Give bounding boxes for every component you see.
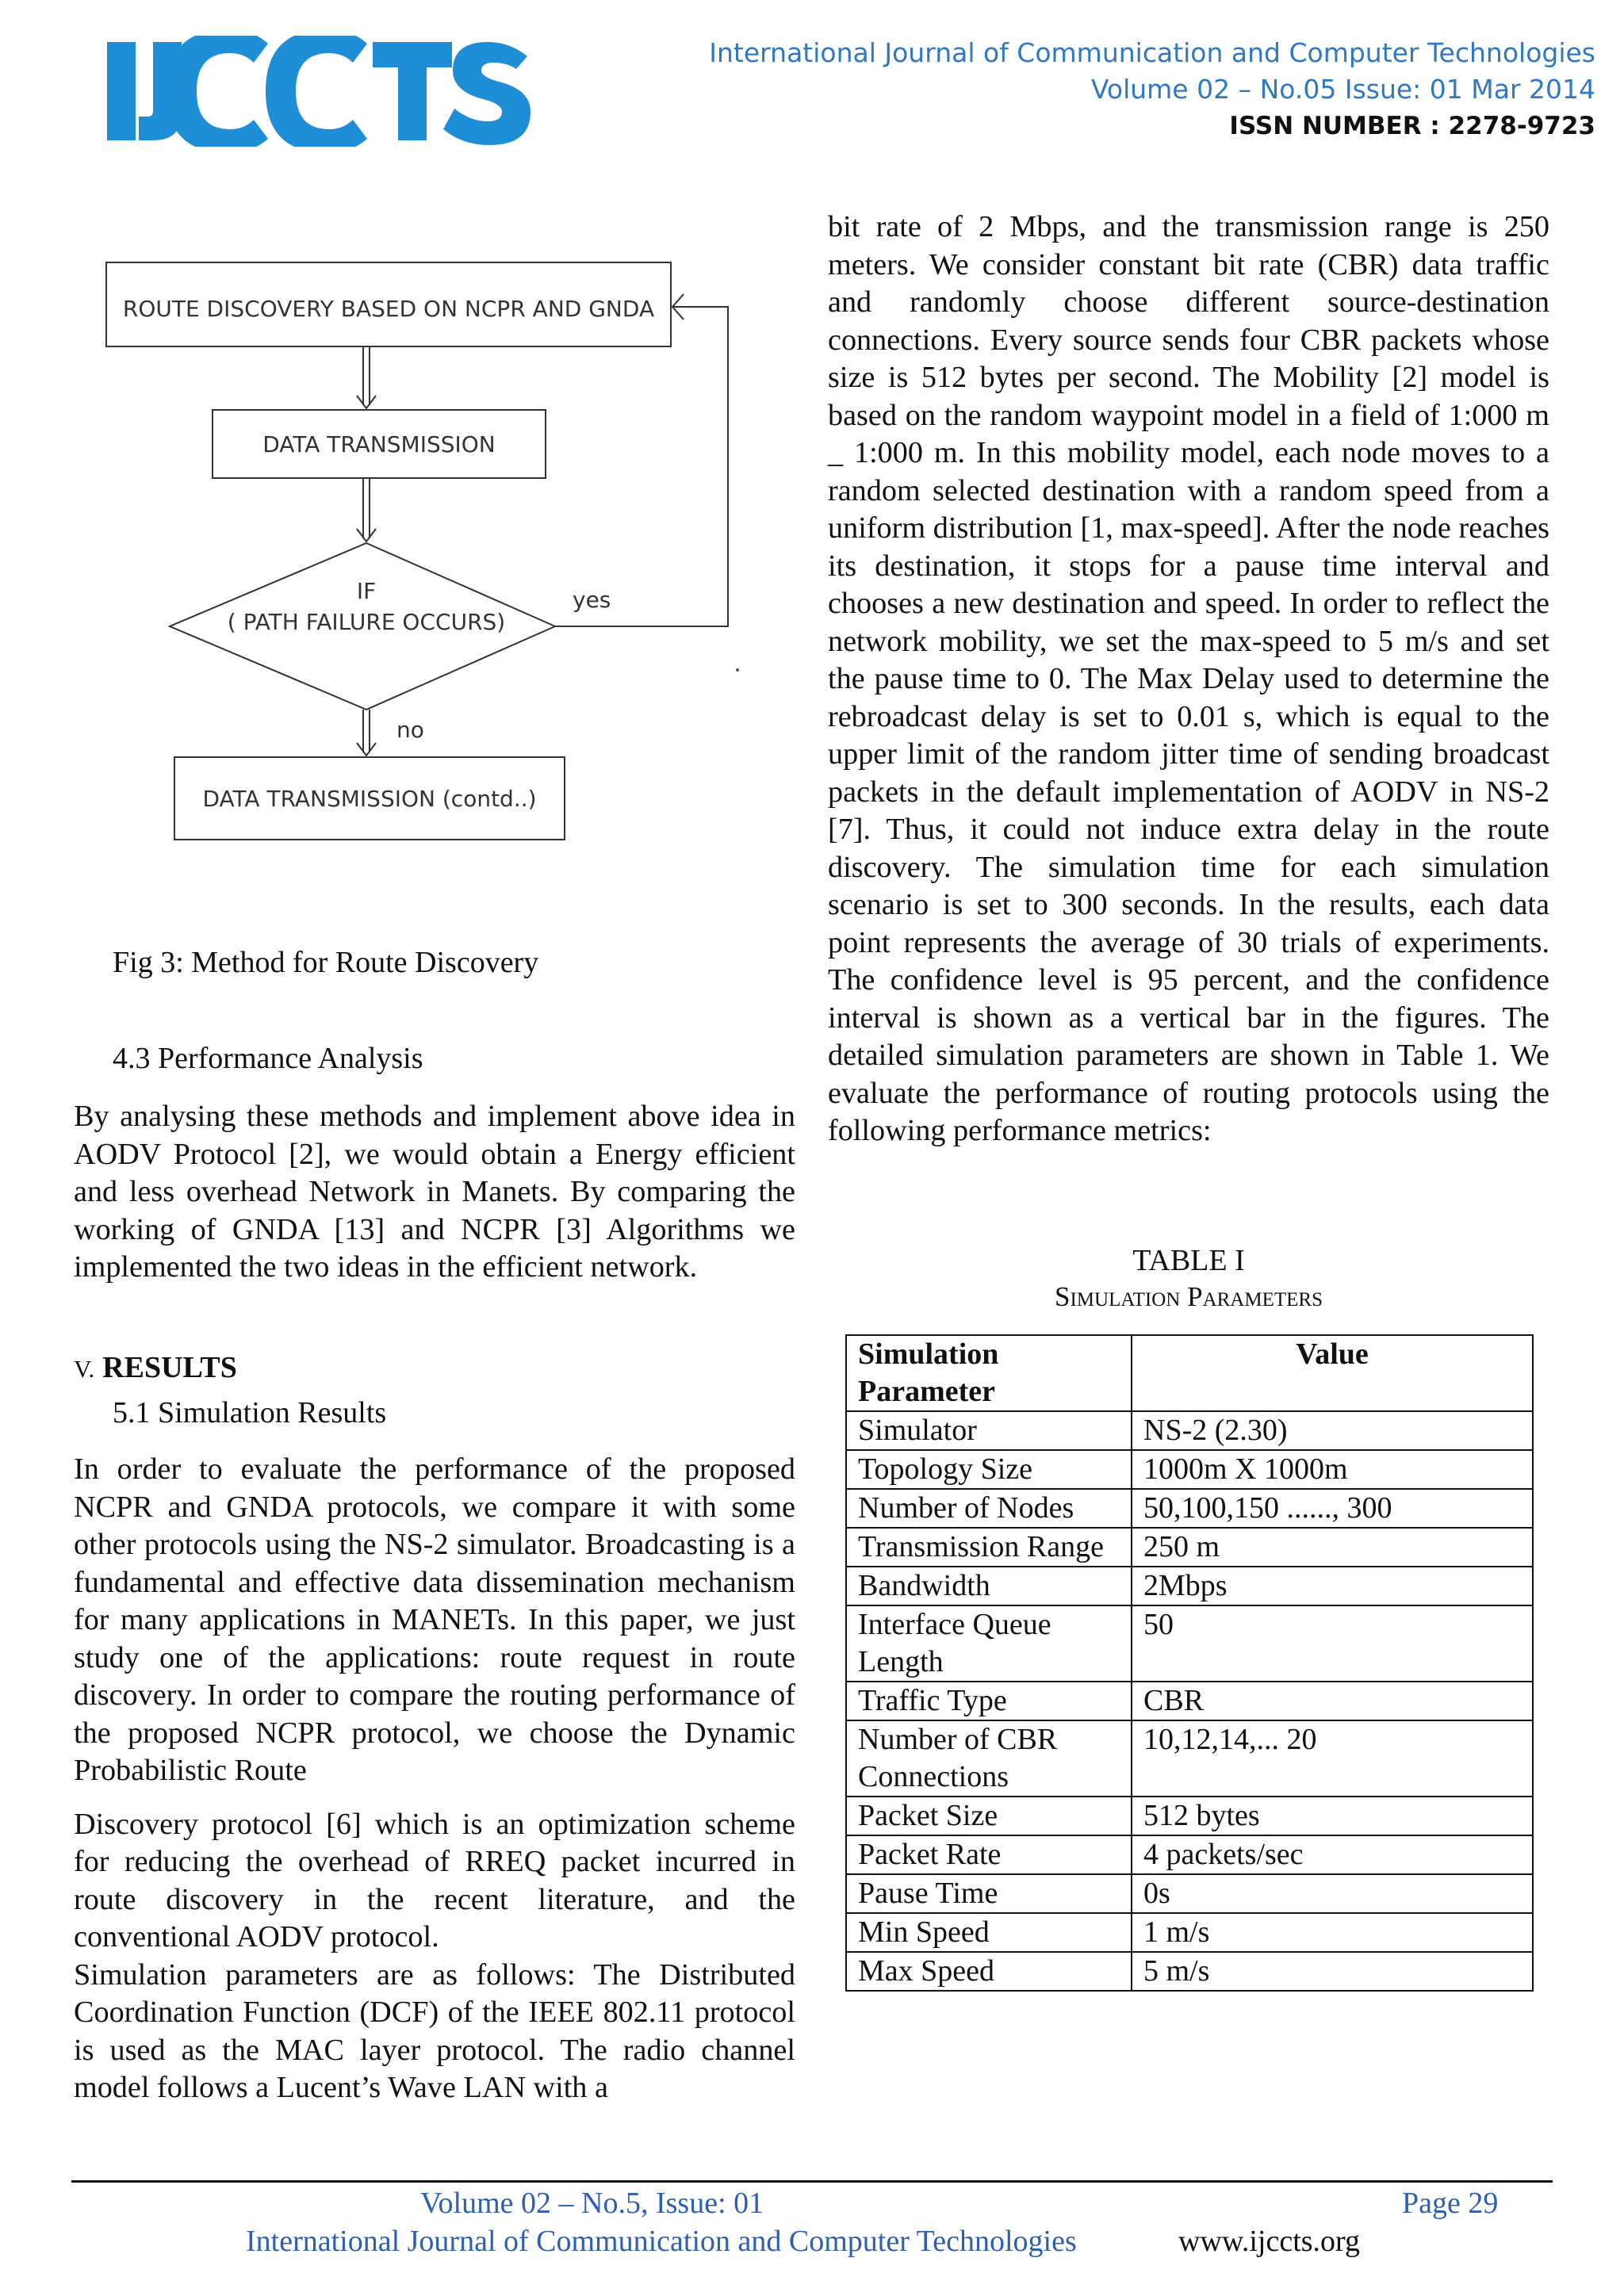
table-cell-parameter: Topology Size [846, 1450, 1132, 1489]
table-cell-parameter: Number of CBR Connections [846, 1720, 1132, 1797]
left-column-text-b [74, 1451, 795, 2107]
table-cell-value: 50,100,150 ......, 300 [1132, 1489, 1533, 1528]
table-row [846, 1489, 1533, 1528]
no-label: no [396, 717, 424, 743]
table-cell-value: 512 bytes [1132, 1797, 1533, 1835]
section-heading-results [74, 1350, 237, 1385]
journal-logo [107, 36, 535, 147]
table-cell-value: 0s [1132, 1874, 1533, 1913]
table-cell-value: 10,12,14,... 20 [1132, 1720, 1533, 1797]
figure-caption: Fig 3: Method for Route Discovery [113, 946, 539, 979]
table-cell-parameter: Interface Queue Length [846, 1605, 1132, 1682]
table-cell-parameter: Pause Time [846, 1874, 1132, 1913]
table-header-row [846, 1335, 1533, 1411]
arrow-2 [363, 478, 370, 538]
table-cell-parameter: Simulator [846, 1411, 1132, 1450]
simulation-parameters-table [845, 1334, 1534, 1992]
table-cell-value: 4 packets/sec [1132, 1835, 1533, 1874]
table-row [846, 1913, 1533, 1952]
table-header-parameter: Simulation Parameter [846, 1335, 1132, 1411]
table-cell-value: 5 m/s [1132, 1952, 1533, 1991]
footer-page: Page 29 [1402, 2187, 1499, 2220]
paragraph-discovery-protocol: Discovery protocol [6] which is an optimization scheme for reducing the overhead of RREQ packet incurred in route discovery in the recent literature, and the conventional AODV protocol. [74, 1807, 795, 1954]
table-row [846, 1952, 1533, 1991]
right-column-text [828, 209, 1549, 1150]
table-cell-value: NS-2 (2.30) [1132, 1411, 1533, 1450]
table-row [846, 1450, 1533, 1489]
table-row [846, 1528, 1533, 1567]
yes-loop-arrow [555, 307, 728, 626]
issn-number: ISSN NUMBER : 2278-9723 [1229, 112, 1595, 140]
footer-volume: Volume 02 – No.5, Issue: 01 [420, 2187, 764, 2220]
box3-label: DATA TRANSMISSION (contd..) [202, 786, 537, 812]
left-column-text-a [74, 1098, 795, 1287]
paragraph-simulation-results: In order to evaluate the performance of the proposed NCPR and GNDA protocols, we compare it with some other protocols using the NS-2 simulator. Broadcasting is a fundamental and effective data dissemination mechanism for many applications in MANETs. In this paper, we just study one of the applications: route request in route discovery. In order to compare the routing performance of the proposed NCPR protocol, we choose the Dynamic Probabilistic Route [74, 1452, 795, 1787]
table-row [846, 1567, 1533, 1605]
section-heading-5-1: 5.1 Simulation Results [113, 1396, 387, 1429]
volume-issue: Volume 02 – No.05 Issue: 01 Mar 2014 [1090, 74, 1595, 105]
route-discovery-flowchart [95, 250, 753, 852]
table-cell-value: 50 [1132, 1605, 1533, 1682]
table-cell-parameter: Number of Nodes [846, 1489, 1132, 1528]
footer-website: www.ijccts.org [1178, 2225, 1361, 2258]
table-row [846, 1605, 1533, 1682]
decision-label-condition: ( PATH FAILURE OCCURS) [227, 609, 506, 635]
table-row [846, 1682, 1533, 1720]
decision-label-if: IF [356, 578, 377, 604]
table-header-value: Value [1132, 1335, 1533, 1411]
table-cell-parameter: Traffic Type [846, 1682, 1132, 1720]
box1-label: ROUTE DISCOVERY BASED ON NCPR AND GNDA [122, 296, 655, 322]
yes-label: yes [573, 587, 611, 613]
table-cell-parameter: Packet Rate [846, 1835, 1132, 1874]
table-row [846, 1874, 1533, 1913]
table-title: Simulation Parameters [1055, 1281, 1323, 1312]
table-cell-parameter: Max Speed [846, 1952, 1132, 1991]
table-cell-value: 1 m/s [1132, 1913, 1533, 1952]
paragraph-simulation-setup: bit rate of 2 Mbps, and the transmission range is 250 meters. We consider constant bit rate (CBR) data traffic and randomly choose different source-destination connections. Every source sends four CBR packets whose size is 512 bytes per second. The Mobility [2] model is based on the random waypoint model in a field of 1:000 m _ 1:000 m. In this mobility model, each node moves to a random selected destination with a random speed from a uniform distribution [1, max-speed]. After the node reaches its destination, it stops for a pause time interval and chooses a new destination and speed. In order to reflect the network mobility, we set the max-speed to 5 m/s and set the pause time to 0. The Max Delay used to determine the rebroadcast delay is set to 0.01 s, which is equal to the upper limit of the random jitter time of sending broadcast packets in the default implementation of AODV in NS-2 [7]. Thus, it could not induce extra delay in the route discovery. The simulation time for each simulation scenario is set to 300 seconds. In the results, each data point represents the average of 30 trials of experiments. The confidence level is 95 percent, and the confidence interval is shown as a vertical bar in the figures. The detailed simulation parameters are shown in Table 1. We evaluate the performance of routing protocols using the following performance metrics: [828, 210, 1549, 1147]
paragraph-performance-analysis: By analysing these methods and implement above idea in AODV Protocol [2], we would obtain a Energy efficient and less overhead Network in Manets. By comparing the working of GNDA [13] and NCPR [3] Algorithms we implemented the two ideas in the efficient network. [74, 1100, 795, 1284]
arrow-1 [363, 346, 370, 405]
results-title: RESULTS [102, 1351, 237, 1384]
table-row [846, 1720, 1533, 1797]
journal-name: International Journal of Communication and Computer Technologies [709, 37, 1595, 68]
table-cell-parameter: Bandwidth [846, 1567, 1132, 1605]
paragraph-simulation-parameters: Simulation parameters are as follows: The Distributed Coordination Function (DCF) of the IEEE 802.11 protocol is used as the MAC layer protocol. The radio channel model follows a Lucent’s Wave LAN with a [74, 1957, 795, 2104]
table-cell-parameter: Min Speed [846, 1913, 1132, 1952]
table-cell-value: 1000m X 1000m [1132, 1450, 1533, 1489]
table-row [846, 1835, 1533, 1874]
table-cell-parameter: Transmission Range [846, 1528, 1132, 1567]
table-cell-value: 2Mbps [1132, 1567, 1533, 1605]
footer-journal: International Journal of Communication and Computer Technologies [246, 2225, 1077, 2258]
arrow-3 [363, 710, 370, 752]
table-cell-parameter: Packet Size [846, 1797, 1132, 1835]
footer-divider [71, 2180, 1553, 2183]
logo-wordmark [107, 36, 530, 147]
table-cell-value: 250 m [1132, 1528, 1533, 1567]
results-number: V. [74, 1355, 95, 1383]
table-label: TABLE I [1132, 1244, 1245, 1277]
table-row [846, 1411, 1533, 1450]
box2-label: DATA TRANSMISSION [262, 431, 496, 457]
table-body [846, 1411, 1533, 1991]
table-row [846, 1797, 1533, 1835]
table-cell-value: CBR [1132, 1682, 1533, 1720]
section-heading-4-3: 4.3 Performance Analysis [113, 1042, 423, 1075]
